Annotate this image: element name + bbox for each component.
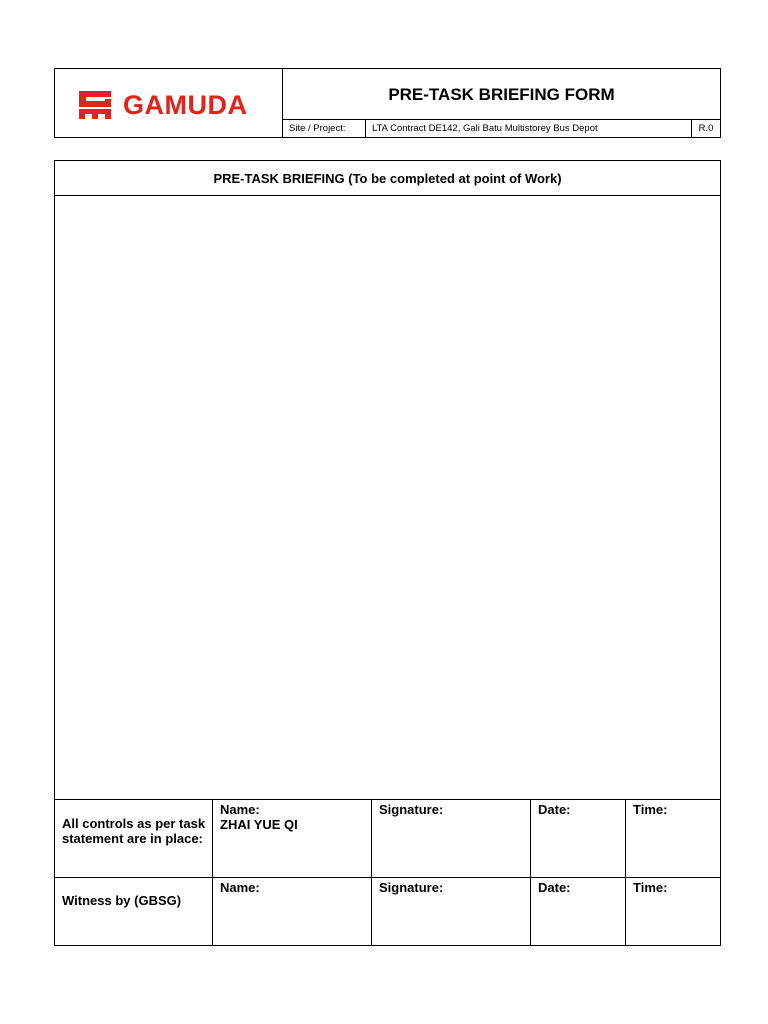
time-cell[interactable]: [626, 800, 720, 877]
witness-name-label: Name:: [220, 880, 260, 895]
name-value: ZHAI YUE QI: [220, 817, 298, 832]
briefing-section: [54, 160, 721, 946]
sign-off-row-controls: [55, 800, 720, 878]
witness-label: Witness by (GBSG): [62, 893, 182, 908]
witness-signature-cell[interactable]: [372, 878, 531, 945]
logo-wordmark: GAMUDA: [123, 90, 248, 120]
witness-date-label: Date:: [538, 880, 571, 895]
witness-cell: [55, 878, 213, 945]
signature-label: Signature:: [379, 802, 444, 817]
briefing-heading: PRE-TASK BRIEFING (To be completed at point of Work): [55, 161, 720, 196]
name-label: Name:: [220, 802, 260, 817]
briefing-body-area[interactable]: [55, 196, 720, 799]
site-project-value: LTA Contract DE142, Gali Batu Multistorey Bus Depot: [366, 120, 692, 137]
controls-statement-label: All controls as per task statement are in place:: [62, 816, 206, 846]
controls-statement-cell: [55, 800, 213, 877]
signature-cell[interactable]: [372, 800, 531, 877]
date-cell[interactable]: [531, 800, 626, 877]
site-project-label: Site / Project:: [283, 120, 366, 137]
witness-date-cell[interactable]: [531, 878, 626, 945]
revision-number: R.0: [698, 123, 714, 134]
witness-time-cell[interactable]: [626, 878, 720, 945]
form-header: [54, 68, 721, 138]
time-label: Time:: [633, 802, 668, 817]
gamuda-logo-icon: [77, 89, 113, 121]
site-project-row: [283, 120, 720, 137]
sign-off-table: [55, 799, 720, 945]
date-label: Date:: [538, 802, 571, 817]
name-cell[interactable]: [213, 800, 372, 877]
logo-cell: [55, 69, 283, 137]
witness-time-label: Time:: [633, 880, 668, 895]
form-title: PRE-TASK BRIEFING FORM: [283, 69, 720, 120]
witness-name-cell[interactable]: [213, 878, 372, 945]
witness-signature-label: Signature:: [379, 880, 444, 895]
sign-off-row-witness: [55, 878, 720, 945]
